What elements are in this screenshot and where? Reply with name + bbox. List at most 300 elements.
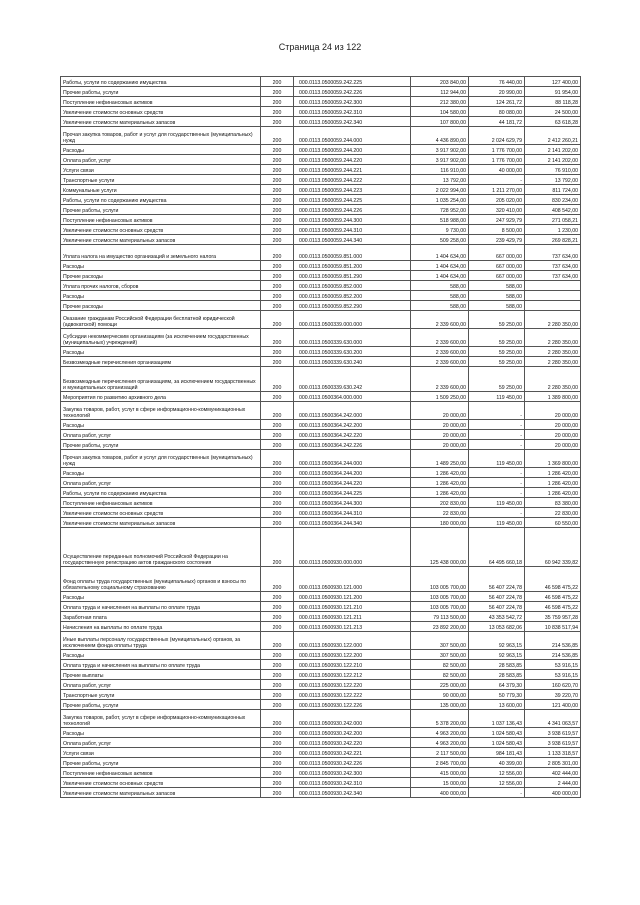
- table-row: [61, 402, 581, 420]
- cell-budget-code: 000.0113.0500059.852.290: [294, 301, 411, 311]
- cell-approved-amount: 13 792,00: [411, 175, 469, 185]
- cell-indicator-name: Субсидии некоммерческим организациям (за исключением государственных (муниципальных) учреждений): [61, 329, 261, 347]
- cell-remaining-amount: 271 058,21: [525, 215, 581, 225]
- cell-approved-amount: 82 500,00: [411, 660, 469, 670]
- cell-remaining-amount: 1 230,00: [525, 225, 581, 235]
- cell-remaining-amount: 269 828,21: [525, 235, 581, 245]
- cell-remaining-amount: 1 133 318,57: [525, 748, 581, 758]
- cell-approved-amount: 1 404 634,00: [411, 245, 469, 261]
- table-row: [61, 528, 581, 567]
- cell-remaining-amount: 46 598 475,22: [525, 592, 581, 602]
- table-row: [61, 127, 581, 145]
- cell-budget-code: 000.0113.0500059.244.340: [294, 235, 411, 245]
- cell-line-code: 200: [261, 488, 294, 498]
- cell-budget-code: 000.0113.0500930.242.221: [294, 748, 411, 758]
- cell-line-code: 200: [261, 602, 294, 612]
- cell-budget-code: 000.0113.0500364.244.300: [294, 498, 411, 508]
- cell-remaining-amount: 83 380,00: [525, 498, 581, 508]
- cell-approved-amount: 588,00: [411, 301, 469, 311]
- cell-executed-amount: 44 181,72: [469, 117, 525, 127]
- cell-approved-amount: 112 944,00: [411, 87, 469, 97]
- table-row: [61, 195, 581, 205]
- cell-line-code: 200: [261, 117, 294, 127]
- cell-line-code: 200: [261, 430, 294, 440]
- cell-approved-amount: 400 000,00: [411, 788, 469, 798]
- cell-line-code: 200: [261, 301, 294, 311]
- table-row: [61, 117, 581, 127]
- cell-remaining-amount: 4 341 063,57: [525, 710, 581, 728]
- cell-budget-code: 000.0113.0500930.121.210: [294, 602, 411, 612]
- cell-executed-amount: 13 600,00: [469, 700, 525, 710]
- cell-approved-amount: 180 000,00: [411, 518, 469, 528]
- table-row: [61, 478, 581, 488]
- cell-remaining-amount: 88 118,28: [525, 97, 581, 107]
- cell-remaining-amount: [525, 291, 581, 301]
- cell-remaining-amount: 39 220,70: [525, 690, 581, 700]
- cell-budget-code: 000.0113.0500930.242.220: [294, 738, 411, 748]
- cell-budget-code: 000.0113.0500059.851.200: [294, 261, 411, 271]
- cell-remaining-amount: 76 910,00: [525, 165, 581, 175]
- cell-budget-code: 000.0113.0500930.242.226: [294, 758, 411, 768]
- cell-indicator-name: Прочие расходы: [61, 271, 261, 281]
- cell-indicator-name: Увеличение стоимости основных средств: [61, 508, 261, 518]
- cell-approved-amount: 15 000,00: [411, 778, 469, 788]
- cell-remaining-amount: 60 550,00: [525, 518, 581, 528]
- cell-remaining-amount: 214 536,85: [525, 650, 581, 660]
- cell-indicator-name: Оплата труда и начисления на выплаты по оплате труда: [61, 660, 261, 670]
- cell-line-code: 200: [261, 165, 294, 175]
- cell-remaining-amount: 2 141 202,00: [525, 155, 581, 165]
- cell-approved-amount: 5 378 200,00: [411, 710, 469, 728]
- cell-indicator-name: Безвозмездные перечисления организациям, за исключением государственных и муниципальных организаций: [61, 367, 261, 392]
- cell-executed-amount: 56 407 224,78: [469, 567, 525, 592]
- cell-budget-code: 000.0113.0500930.122.212: [294, 670, 411, 680]
- table-row: [61, 155, 581, 165]
- cell-line-code: 200: [261, 245, 294, 261]
- cell-budget-code: 000.0113.0500339.630.000: [294, 329, 411, 347]
- cell-approved-amount: 307 500,00: [411, 650, 469, 660]
- cell-executed-amount: 8 500,00: [469, 225, 525, 235]
- cell-executed-amount: 1 037 136,43: [469, 710, 525, 728]
- cell-budget-code: 000.0113.0500364.242.226: [294, 440, 411, 450]
- cell-executed-amount: 1 211 270,00: [469, 185, 525, 195]
- table-row: [61, 440, 581, 450]
- cell-executed-amount: 1 024 580,43: [469, 738, 525, 748]
- cell-approved-amount: 4 963 200,00: [411, 738, 469, 748]
- cell-remaining-amount: 1 286 420,00: [525, 468, 581, 478]
- cell-indicator-name: Уплата налога на имущество организаций и земельного налога: [61, 245, 261, 261]
- cell-line-code: 200: [261, 329, 294, 347]
- cell-line-code: 200: [261, 175, 294, 185]
- cell-budget-code: 000.0113.0500364.244.225: [294, 488, 411, 498]
- cell-line-code: 200: [261, 291, 294, 301]
- cell-line-code: 200: [261, 567, 294, 592]
- cell-executed-amount: -: [469, 478, 525, 488]
- cell-approved-amount: 1 286 420,00: [411, 478, 469, 488]
- cell-budget-code: 000.0113.0500930.242.340: [294, 788, 411, 798]
- table-row: [61, 450, 581, 468]
- cell-indicator-name: Оплата работ, услуг: [61, 478, 261, 488]
- cell-budget-code: 000.0113.0500930.121.000: [294, 567, 411, 592]
- cell-remaining-amount: 400 000,00: [525, 788, 581, 798]
- cell-approved-amount: 307 500,00: [411, 632, 469, 650]
- table-row: [61, 430, 581, 440]
- table-row: [61, 420, 581, 430]
- cell-approved-amount: 135 000,00: [411, 700, 469, 710]
- cell-indicator-name: Прочие работы, услуги: [61, 700, 261, 710]
- cell-approved-amount: 203 840,00: [411, 77, 469, 87]
- cell-budget-code: 000.0113.0500339.630.242: [294, 367, 411, 392]
- cell-approved-amount: 107 800,00: [411, 117, 469, 127]
- cell-indicator-name: Увеличение стоимости основных средств: [61, 107, 261, 117]
- cell-approved-amount: 2 117 500,00: [411, 748, 469, 758]
- cell-budget-code: 000.0113.0500059.242.340: [294, 117, 411, 127]
- cell-remaining-amount: 737 634,00: [525, 245, 581, 261]
- cell-budget-code: 000.0113.0500059.242.225: [294, 77, 411, 87]
- cell-executed-amount: 239 429,79: [469, 235, 525, 245]
- cell-remaining-amount: 2 280 350,00: [525, 311, 581, 329]
- table-row: [61, 271, 581, 281]
- table-row: [61, 758, 581, 768]
- cell-budget-code: 000.0113.0500339.630.240: [294, 357, 411, 367]
- cell-indicator-name: Мероприятия по развитию архивного дела: [61, 392, 261, 402]
- cell-line-code: 200: [261, 145, 294, 155]
- cell-indicator-name: Прочие выплаты: [61, 670, 261, 680]
- cell-remaining-amount: 121 400,00: [525, 700, 581, 710]
- cell-indicator-name: Иные выплаты персоналу государственных (муниципальных) органов, за исключением фонда оплаты труда: [61, 632, 261, 650]
- cell-approved-amount: 3 917 902,00: [411, 155, 469, 165]
- table-row: [61, 508, 581, 518]
- cell-budget-code: 000.0113.0500930.122.220: [294, 680, 411, 690]
- table-row: [61, 205, 581, 215]
- cell-budget-code: 000.0113.0500930.121.200: [294, 592, 411, 602]
- cell-indicator-name: Уплата прочих налогов, сборов: [61, 281, 261, 291]
- cell-budget-code: 000.0113.0500339.000.000: [294, 311, 411, 329]
- cell-remaining-amount: 737 634,00: [525, 261, 581, 271]
- table-row: [61, 592, 581, 602]
- cell-budget-code: 000.0113.0500059.244.226: [294, 205, 411, 215]
- cell-indicator-name: Поступление нефинансовых активов: [61, 215, 261, 225]
- cell-budget-code: 000.0113.0500930.122.226: [294, 700, 411, 710]
- table-row: [61, 392, 581, 402]
- cell-line-code: 200: [261, 450, 294, 468]
- cell-line-code: 200: [261, 87, 294, 97]
- cell-line-code: 200: [261, 508, 294, 518]
- cell-approved-amount: 20 000,00: [411, 440, 469, 450]
- cell-line-code: 200: [261, 261, 294, 271]
- cell-budget-code: 000.0113.0500059.242.310: [294, 107, 411, 117]
- cell-budget-code: 000.0113.0500930.121.211: [294, 612, 411, 622]
- cell-line-code: 200: [261, 728, 294, 738]
- cell-budget-code: 000.0113.0500059.242.300: [294, 97, 411, 107]
- cell-line-code: 200: [261, 420, 294, 430]
- cell-indicator-name: Поступление нефинансовых активов: [61, 498, 261, 508]
- cell-budget-code: 000.0113.0500930.000.000: [294, 528, 411, 567]
- table-row: [61, 612, 581, 622]
- table-row: [61, 748, 581, 758]
- cell-remaining-amount: [525, 301, 581, 311]
- cell-executed-amount: 205 020,00: [469, 195, 525, 205]
- cell-line-code: 200: [261, 738, 294, 748]
- cell-remaining-amount: 63 618,28: [525, 117, 581, 127]
- cell-remaining-amount: 3 938 619,57: [525, 738, 581, 748]
- table-row: [61, 261, 581, 271]
- cell-indicator-name: Увеличение стоимости основных средств: [61, 778, 261, 788]
- cell-line-code: 200: [261, 155, 294, 165]
- cell-line-code: 200: [261, 710, 294, 728]
- cell-budget-code: 000.0113.0500930.242.200: [294, 728, 411, 738]
- cell-remaining-amount: 53 916,15: [525, 670, 581, 680]
- cell-indicator-name: Осуществление переданных полномочий Российской Федерации на государственную регистрацию актов гражданского состояния: [61, 528, 261, 567]
- cell-budget-code: 000.0113.0500364.244.000: [294, 450, 411, 468]
- cell-line-code: 200: [261, 778, 294, 788]
- cell-line-code: 200: [261, 700, 294, 710]
- cell-executed-amount: 2 024 629,79: [469, 127, 525, 145]
- table-row: [61, 245, 581, 261]
- cell-remaining-amount: 1 286 420,00: [525, 488, 581, 498]
- cell-approved-amount: 116 910,00: [411, 165, 469, 175]
- cell-line-code: 200: [261, 97, 294, 107]
- cell-line-code: 200: [261, 311, 294, 329]
- cell-remaining-amount: 2 280 350,00: [525, 329, 581, 347]
- cell-indicator-name: Работы, услуги по содержанию имущества: [61, 77, 261, 87]
- cell-indicator-name: Закупка товаров, работ, услуг в сфере информационно-коммуникационных технологий: [61, 710, 261, 728]
- cell-approved-amount: 4 436 890,00: [411, 127, 469, 145]
- cell-executed-amount: 40 399,00: [469, 758, 525, 768]
- cell-line-code: 200: [261, 440, 294, 450]
- cell-approved-amount: 1 489 250,00: [411, 450, 469, 468]
- page-number-header: Страница 24 из 122: [278, 42, 362, 52]
- table-row: [61, 660, 581, 670]
- table-row: [61, 329, 581, 347]
- cell-remaining-amount: 10 838 517,94: [525, 622, 581, 632]
- table-row: [61, 145, 581, 155]
- table-row: [61, 281, 581, 291]
- cell-executed-amount: -: [469, 468, 525, 478]
- cell-remaining-amount: 2 141 202,00: [525, 145, 581, 155]
- cell-executed-amount: 119 450,00: [469, 392, 525, 402]
- cell-executed-amount: 28 583,85: [469, 670, 525, 680]
- cell-approved-amount: 1 035 254,00: [411, 195, 469, 205]
- cell-approved-amount: 103 005 700,00: [411, 602, 469, 612]
- cell-approved-amount: 509 258,00: [411, 235, 469, 245]
- cell-line-code: 200: [261, 271, 294, 281]
- cell-budget-code: 000.0113.0500930.122.200: [294, 650, 411, 660]
- cell-indicator-name: Поступление нефинансовых активов: [61, 768, 261, 778]
- table-row: [61, 778, 581, 788]
- cell-budget-code: 000.0113.0500059.244.300: [294, 215, 411, 225]
- table-row: [61, 680, 581, 690]
- cell-indicator-name: Увеличение стоимости материальных запасов: [61, 235, 261, 245]
- cell-remaining-amount: 46 598 475,22: [525, 602, 581, 612]
- cell-budget-code: 000.0113.0500339.630.200: [294, 347, 411, 357]
- table-row: [61, 235, 581, 245]
- cell-indicator-name: Оплата работ, услуг: [61, 680, 261, 690]
- cell-indicator-name: Увеличение стоимости материальных запасов: [61, 788, 261, 798]
- cell-remaining-amount: 160 620,70: [525, 680, 581, 690]
- cell-approved-amount: 20 000,00: [411, 420, 469, 430]
- cell-indicator-name: Расходы: [61, 592, 261, 602]
- cell-remaining-amount: 214 536,85: [525, 632, 581, 650]
- table-row: [61, 670, 581, 680]
- cell-executed-amount: 1 776 700,00: [469, 145, 525, 155]
- cell-line-code: 200: [261, 680, 294, 690]
- cell-indicator-name: Оплата труда и начисления на выплаты по оплате труда: [61, 602, 261, 612]
- cell-approved-amount: 225 000,00: [411, 680, 469, 690]
- table-row: [61, 311, 581, 329]
- cell-executed-amount: 40 000,00: [469, 165, 525, 175]
- cell-remaining-amount: 1 286 420,00: [525, 478, 581, 488]
- cell-executed-amount: 59 250,00: [469, 347, 525, 357]
- cell-budget-code: 000.0113.0500059.851.290: [294, 271, 411, 281]
- table-row: [61, 175, 581, 185]
- cell-remaining-amount: 408 542,00: [525, 205, 581, 215]
- table-row: [61, 518, 581, 528]
- cell-budget-code: 000.0113.0500059.244.221: [294, 165, 411, 175]
- cell-budget-code: 000.0113.0500930.122.222: [294, 690, 411, 700]
- cell-executed-amount: 56 407 224,78: [469, 592, 525, 602]
- cell-line-code: 200: [261, 225, 294, 235]
- cell-line-code: 200: [261, 367, 294, 392]
- cell-approved-amount: 103 005 700,00: [411, 592, 469, 602]
- cell-approved-amount: 518 988,00: [411, 215, 469, 225]
- cell-executed-amount: 28 583,85: [469, 660, 525, 670]
- cell-budget-code: 000.0113.0500930.242.300: [294, 768, 411, 778]
- cell-approved-amount: 3 917 902,00: [411, 145, 469, 155]
- cell-line-code: 200: [261, 215, 294, 225]
- cell-executed-amount: 59 250,00: [469, 329, 525, 347]
- cell-line-code: 200: [261, 518, 294, 528]
- cell-executed-amount: 320 410,00: [469, 205, 525, 215]
- cell-remaining-amount: 737 634,00: [525, 271, 581, 281]
- cell-indicator-name: Расходы: [61, 728, 261, 738]
- cell-remaining-amount: 811 724,00: [525, 185, 581, 195]
- cell-line-code: 200: [261, 622, 294, 632]
- cell-approved-amount: 2 339 600,00: [411, 329, 469, 347]
- cell-indicator-name: Прочие работы, услуги: [61, 205, 261, 215]
- cell-approved-amount: 202 830,00: [411, 498, 469, 508]
- cell-budget-code: 000.0113.0500059.851.000: [294, 245, 411, 261]
- table-row: [61, 165, 581, 175]
- cell-budget-code: 000.0113.0500364.244.310: [294, 508, 411, 518]
- cell-approved-amount: 588,00: [411, 291, 469, 301]
- cell-executed-amount: 667 000,00: [469, 245, 525, 261]
- cell-executed-amount: 80 080,00: [469, 107, 525, 117]
- cell-budget-code: 000.0113.0500930.122.000: [294, 632, 411, 650]
- cell-remaining-amount: 53 916,15: [525, 660, 581, 670]
- cell-budget-code: 000.0113.0500930.121.213: [294, 622, 411, 632]
- cell-line-code: 200: [261, 392, 294, 402]
- budget-execution-table: [60, 76, 581, 798]
- cell-budget-code: 000.0113.0500059.244.200: [294, 145, 411, 155]
- cell-remaining-amount: 20 000,00: [525, 420, 581, 430]
- cell-approved-amount: 4 963 200,00: [411, 728, 469, 738]
- cell-budget-code: 000.0113.0500364.244.220: [294, 478, 411, 488]
- cell-indicator-name: Прочая закупка товаров, работ и услуг для государственных (муниципальных) нужд: [61, 450, 261, 468]
- cell-approved-amount: 79 113 500,00: [411, 612, 469, 622]
- cell-indicator-name: Прочие работы, услуги: [61, 440, 261, 450]
- cell-executed-amount: 119 450,00: [469, 498, 525, 508]
- cell-remaining-amount: 3 938 619,57: [525, 728, 581, 738]
- cell-executed-amount: 59 250,00: [469, 367, 525, 392]
- cell-budget-code: 000.0113.0500364.000.000: [294, 392, 411, 402]
- table-row: [61, 185, 581, 195]
- cell-line-code: 200: [261, 632, 294, 650]
- cell-line-code: 200: [261, 205, 294, 215]
- cell-indicator-name: Начисления на выплаты по оплате труда: [61, 622, 261, 632]
- cell-approved-amount: 125 438 000,00: [411, 528, 469, 567]
- table-row: [61, 301, 581, 311]
- cell-executed-amount: 12 556,00: [469, 778, 525, 788]
- cell-indicator-name: Прочая закупка товаров, работ и услуг для государственных (муниципальных) нужд: [61, 127, 261, 145]
- cell-indicator-name: Коммунальные услуги: [61, 185, 261, 195]
- cell-executed-amount: 119 450,00: [469, 450, 525, 468]
- table-row: [61, 87, 581, 97]
- table-row: [61, 602, 581, 612]
- cell-remaining-amount: 13 792,00: [525, 175, 581, 185]
- cell-executed-amount: -: [469, 508, 525, 518]
- cell-executed-amount: 43 353 542,72: [469, 612, 525, 622]
- cell-indicator-name: Оплата работ, услуг: [61, 430, 261, 440]
- table-row: [61, 690, 581, 700]
- cell-executed-amount: -: [469, 402, 525, 420]
- cell-indicator-name: Увеличение стоимости материальных запасов: [61, 117, 261, 127]
- cell-executed-amount: 59 250,00: [469, 357, 525, 367]
- cell-approved-amount: 2 339 600,00: [411, 357, 469, 367]
- cell-executed-amount: 92 963,15: [469, 650, 525, 660]
- cell-executed-amount: 119 450,00: [469, 518, 525, 528]
- cell-remaining-amount: 2 280 350,00: [525, 357, 581, 367]
- cell-line-code: 200: [261, 592, 294, 602]
- cell-executed-amount: 56 407 224,78: [469, 602, 525, 612]
- table-row: [61, 357, 581, 367]
- table-row: [61, 650, 581, 660]
- cell-indicator-name: Расходы: [61, 261, 261, 271]
- cell-approved-amount: 2 339 600,00: [411, 367, 469, 392]
- cell-line-code: 200: [261, 612, 294, 622]
- cell-approved-amount: 2 845 700,00: [411, 758, 469, 768]
- cell-executed-amount: -: [469, 788, 525, 798]
- cell-remaining-amount: 60 942 339,82: [525, 528, 581, 567]
- cell-indicator-name: Безвозмездные перечисления организациям: [61, 357, 261, 367]
- cell-indicator-name: Поступление нефинансовых активов: [61, 97, 261, 107]
- cell-approved-amount: 23 892 200,00: [411, 622, 469, 632]
- cell-executed-amount: 1 024 580,43: [469, 728, 525, 738]
- cell-indicator-name: Услуги связи: [61, 165, 261, 175]
- cell-remaining-amount: 1 389 800,00: [525, 392, 581, 402]
- cell-executed-amount: 92 963,15: [469, 632, 525, 650]
- cell-indicator-name: Транспортные услуги: [61, 690, 261, 700]
- table-row: [61, 97, 581, 107]
- cell-remaining-amount: 20 000,00: [525, 402, 581, 420]
- cell-remaining-amount: 1 369 800,00: [525, 450, 581, 468]
- cell-approved-amount: 1 404 634,00: [411, 271, 469, 281]
- cell-approved-amount: 20 000,00: [411, 430, 469, 440]
- cell-line-code: 200: [261, 185, 294, 195]
- table-row: [61, 488, 581, 498]
- cell-indicator-name: Расходы: [61, 650, 261, 660]
- cell-executed-amount: 1 776 700,00: [469, 155, 525, 165]
- cell-approved-amount: 1 509 250,00: [411, 392, 469, 402]
- cell-line-code: 200: [261, 758, 294, 768]
- cell-remaining-amount: 2 444,00: [525, 778, 581, 788]
- cell-indicator-name: Оплата работ, услуг: [61, 738, 261, 748]
- cell-approved-amount: 82 500,00: [411, 670, 469, 680]
- cell-executed-amount: -: [469, 488, 525, 498]
- table-row: [61, 225, 581, 235]
- cell-indicator-name: Расходы: [61, 347, 261, 357]
- table-row: [61, 788, 581, 798]
